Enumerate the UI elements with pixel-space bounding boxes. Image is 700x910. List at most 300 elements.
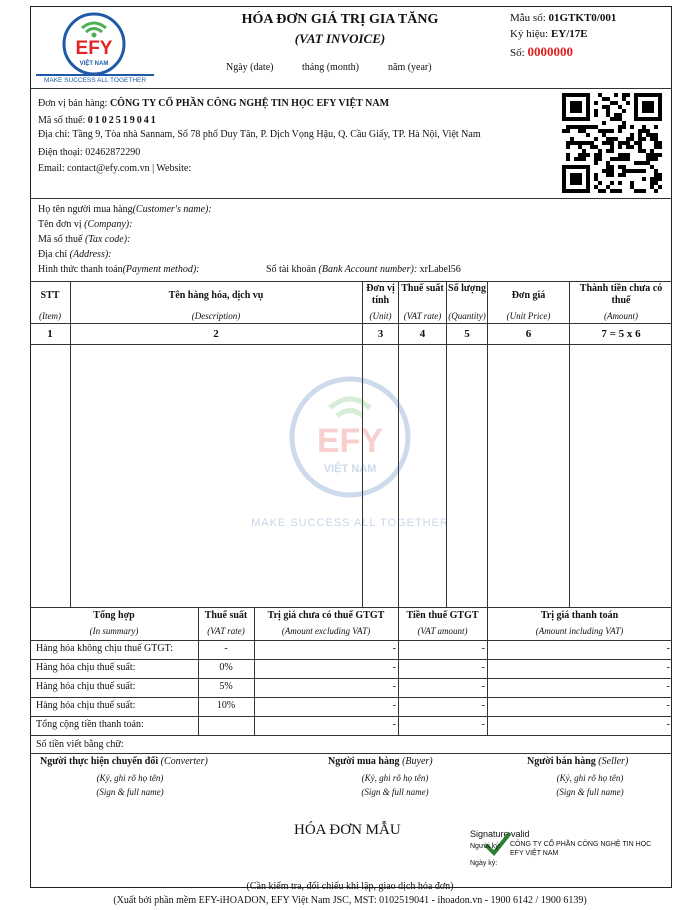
qr-module <box>638 189 642 193</box>
qr-module <box>610 101 614 105</box>
th-qty-en: (Quantity) <box>448 311 486 321</box>
qr-module <box>618 141 622 145</box>
qr-module <box>578 125 582 129</box>
col-num: 2 <box>213 328 219 340</box>
qr-module <box>606 113 610 117</box>
summary-row-line <box>30 697 672 698</box>
th-stt: STT <box>40 290 60 301</box>
qr-module <box>654 125 658 129</box>
qr-module <box>570 137 574 141</box>
qr-module <box>630 137 634 141</box>
watermark-tagline: MAKE SUCCESS ALL TOGETHER <box>251 517 449 529</box>
amount-in-words: Số tiền viết bằng chữ: <box>36 739 124 750</box>
qr-module <box>626 153 630 157</box>
qr-module <box>594 109 598 113</box>
sum-h4: Tiền thuế GTGT <box>406 610 479 621</box>
sum-row-total: - <box>666 681 670 692</box>
table-header-bottom <box>30 323 672 324</box>
qr-module <box>618 153 622 157</box>
th-amount: Thành tiền chưa có thuế <box>579 283 663 306</box>
qr-module <box>566 125 570 129</box>
summary-row-line <box>30 659 672 660</box>
qr-module <box>610 165 614 169</box>
qr-module <box>642 137 646 141</box>
sum-row-total: - <box>666 643 670 654</box>
sum-row-label: Hàng hóa chịu thuế suất: <box>36 662 136 673</box>
qr-module <box>658 173 662 177</box>
qr-module <box>630 145 634 149</box>
sum-row-vat: - <box>481 719 485 730</box>
seller-sign-note-en: (Sign & full name) <box>556 787 624 797</box>
qr-module <box>634 169 638 173</box>
converter-title <box>40 756 208 767</box>
form-number <box>510 12 616 24</box>
sum-row-amount: - <box>392 643 396 654</box>
qr-module <box>602 141 606 145</box>
qr-module <box>586 133 590 137</box>
qr-module <box>582 141 586 145</box>
qr-module <box>618 129 622 133</box>
company-logo <box>38 10 150 82</box>
serial-label: Ký hiệu: <box>510 28 549 40</box>
qr-module <box>622 157 626 161</box>
qr-module <box>638 145 642 149</box>
summary-row-line <box>30 678 672 679</box>
qr-module <box>638 169 642 173</box>
buyer-payment-label: Hình thức thanh toán <box>38 264 123 275</box>
summary-row-line <box>30 716 672 717</box>
qr-module <box>650 153 654 157</box>
serial <box>510 28 588 40</box>
qr-module <box>622 125 626 129</box>
serial-value: EY/17E <box>550 28 588 40</box>
qr-module <box>598 129 602 133</box>
sum-row-label: Hàng hóa chịu thuế suất: <box>36 700 136 711</box>
qr-module <box>582 153 586 157</box>
qr-module <box>626 145 630 149</box>
qr-module <box>562 129 566 133</box>
qr-module <box>638 137 642 141</box>
qr-module <box>622 93 626 97</box>
qr-code <box>562 93 662 193</box>
qr-module <box>614 117 618 121</box>
seller-name-label: Đơn vị bán hàng: <box>38 98 108 109</box>
buyer-company <box>38 219 132 230</box>
qr-module <box>610 129 614 133</box>
seller-name <box>38 98 389 109</box>
qr-module <box>622 97 626 101</box>
qr-module <box>650 177 654 181</box>
sum-row-total: - <box>666 662 670 673</box>
qr-module <box>582 125 586 129</box>
qr-module <box>654 145 658 149</box>
qr-module <box>626 169 630 173</box>
qr-module <box>602 169 606 173</box>
qr-module <box>638 149 642 153</box>
qr-module <box>590 141 594 145</box>
qr-module <box>566 145 570 149</box>
col-num: 3 <box>377 328 384 340</box>
qr-module <box>570 173 582 185</box>
qr-module <box>594 113 598 117</box>
buyer-account-label: Số tài khoản <box>266 264 316 275</box>
qr-module <box>618 145 622 149</box>
qr-module <box>630 185 634 189</box>
qr-module <box>578 157 582 161</box>
sum-row-label: Tổng cộng tiền thanh toán: <box>36 719 144 730</box>
col-num: 5 <box>464 328 470 340</box>
qr-module <box>658 141 662 145</box>
number-label: Số: <box>510 47 525 59</box>
buyer-account-en: (Bank Account number): <box>318 264 418 275</box>
buyer-address-label: Địa chỉ <box>38 249 68 260</box>
qr-module <box>582 149 586 153</box>
qr-module <box>570 141 574 145</box>
buyer-account <box>266 264 461 275</box>
qr-module <box>618 105 622 109</box>
converter-vi: Người thực hiện chuyển đổi <box>40 756 159 767</box>
qr-module <box>602 129 606 133</box>
qr-module <box>606 97 610 101</box>
th-desc-en: (Description) <box>191 311 241 321</box>
invoice-number <box>510 44 573 60</box>
qr-module <box>598 181 602 185</box>
th-unit: Đơn vị tính <box>366 283 395 306</box>
qr-module <box>646 161 650 165</box>
sample-invoice-label: HÓA ĐƠN MẪU <box>294 822 401 838</box>
form-label: Mẫu số: <box>510 12 546 24</box>
qr-module <box>658 145 662 149</box>
qr-module <box>578 145 582 149</box>
qr-module <box>610 181 614 185</box>
qr-module <box>566 141 570 145</box>
qr-module <box>642 161 646 165</box>
qr-module <box>598 149 602 153</box>
qr-module <box>570 101 582 113</box>
buyer-sign-en: (Buyer) <box>402 756 433 767</box>
col-num: 1 <box>47 328 53 340</box>
qr-module <box>638 161 642 165</box>
sum-row-rate: - <box>224 643 228 654</box>
qr-module <box>642 129 646 133</box>
watermark-sub: VIỆT NAM <box>323 463 377 475</box>
qr-module <box>602 105 606 109</box>
qr-module <box>590 125 594 129</box>
converter-sign-en: (Sign & full name) <box>96 787 164 797</box>
qr-module <box>614 101 618 105</box>
qr-module <box>614 113 618 117</box>
signed-by-value: CÔNG TY CỔ PHẦN CÔNG NGHỆ TIN HỌC EFY VIỆT NAM <box>510 841 652 857</box>
th-desc: Tên hàng hóa, dịch vụ <box>168 290 264 301</box>
seller-email: Email: contact@efy.com.vn | Website: <box>38 163 192 174</box>
table-bottom <box>30 607 672 608</box>
sum-row-rate: 10% <box>216 700 236 711</box>
qr-module <box>654 141 658 145</box>
seller-tax-label: Mã số thuế: <box>38 115 86 126</box>
qr-module <box>638 133 642 137</box>
qr-module <box>606 173 610 177</box>
qr-module <box>610 157 614 161</box>
sum-row-vat: - <box>481 681 485 692</box>
seller-address: Địa chỉ: Tầng 9, Tòa nhà Sannam, Số 78 phố Duy Tân, P. Dịch Vọng Hậu, Q. Cầu Giấy, TP. Hà Nội, Việt Nam <box>38 129 481 140</box>
qr-module <box>646 129 650 133</box>
qr-module <box>602 133 606 137</box>
qr-module <box>618 165 622 169</box>
date-day: Ngày (date) <box>226 62 274 73</box>
logo-tagline: MAKE SUCCESS ALL TOGETHER <box>36 74 154 84</box>
qr-module <box>638 129 642 133</box>
sum-row-amount: - <box>392 662 396 673</box>
qr-module <box>610 173 614 177</box>
date-year: năm (year) <box>388 62 432 73</box>
qr-module <box>630 169 634 173</box>
qr-module <box>618 125 622 129</box>
qr-module <box>598 157 602 161</box>
qr-module <box>606 165 610 169</box>
summary-bottom <box>30 753 672 754</box>
buyer-address-en: (Address): <box>69 249 112 260</box>
qr-module <box>622 109 626 113</box>
sum-h1: Tổng hợp <box>93 610 135 621</box>
th-rate-en: (VAT rate) <box>403 311 442 321</box>
qr-module <box>618 189 622 193</box>
th-unit-en: (Unit) <box>369 311 392 321</box>
qr-module <box>654 181 658 185</box>
qr-module <box>610 117 614 121</box>
sum-h3: Trị giá chưa có thuế GTGT <box>267 610 385 621</box>
sum-h2: Thuế suất <box>204 610 248 621</box>
qr-module <box>614 137 618 141</box>
qr-module <box>614 93 618 97</box>
qr-module <box>606 185 610 189</box>
seller-sign-title <box>527 756 628 767</box>
sum-h3-en: (Amount excluding VAT) <box>281 626 371 636</box>
th-amount-en: (Amount) <box>604 311 638 321</box>
qr-module <box>642 169 646 173</box>
qr-module <box>618 157 622 161</box>
footer-issued: (Xuất bởi phần mềm EFY-iHOADON, EFY Việt Nam JSC, MST: 0102519041 - ihoadon.vn - 1900 6142 / 1900 6139) <box>113 895 587 906</box>
buyer-name <box>38 204 212 215</box>
buyer-tax-en: (Tax code): <box>84 234 131 245</box>
qr-module <box>602 121 606 125</box>
qr-module <box>606 149 610 153</box>
converter-sign-vi: (Ký, ghi rõ họ tên) <box>96 773 164 783</box>
qr-module <box>654 133 658 137</box>
qr-module <box>646 153 650 157</box>
qr-module <box>650 149 654 153</box>
qr-module <box>642 125 646 129</box>
sum-h1-en: (In summary) <box>89 626 139 636</box>
qr-module <box>574 141 578 145</box>
sum-row-amount: - <box>392 700 396 711</box>
invoice-subtitle: (VAT INVOICE) <box>294 31 386 46</box>
qr-module <box>606 109 610 113</box>
sum-row-vat: - <box>481 700 485 711</box>
qr-module <box>626 137 630 141</box>
divider <box>30 88 672 89</box>
qr-module <box>594 137 598 141</box>
qr-module <box>650 165 654 169</box>
qr-module <box>626 141 630 145</box>
qr-module <box>658 185 662 189</box>
buyer-sign-title <box>328 756 433 767</box>
qr-module <box>634 161 638 165</box>
qr-module <box>582 157 586 161</box>
qr-module <box>622 121 626 125</box>
qr-module <box>578 153 582 157</box>
qr-module <box>570 125 574 129</box>
qr-module <box>622 165 626 169</box>
qr-module <box>642 101 654 113</box>
th-price-en: (Unit Price) <box>506 311 551 321</box>
buyer-payment <box>38 264 200 275</box>
seller-sign-note-vi: (Ký, ghi rõ họ tên) <box>556 773 624 783</box>
logo-sub: VIỆT NAM <box>79 61 109 67</box>
qr-module <box>594 157 598 161</box>
th-rate: Thuế suất <box>401 283 444 294</box>
qr-module <box>610 137 614 141</box>
qr-module <box>654 169 658 173</box>
logo-text: EFY <box>75 38 113 59</box>
qr-module <box>626 101 630 105</box>
sum-row-amount: - <box>392 719 396 730</box>
qr-module <box>654 177 658 181</box>
qr-module <box>622 141 626 145</box>
sum-row-vat: - <box>481 662 485 673</box>
table-top <box>30 281 672 282</box>
sum-row-amount: - <box>392 681 396 692</box>
qr-module <box>594 161 598 165</box>
signature-valid-label: Signature valid <box>470 829 530 839</box>
qr-module <box>618 117 622 121</box>
qr-module <box>606 105 610 109</box>
qr-module <box>590 145 594 149</box>
qr-module <box>606 141 610 145</box>
qr-module <box>614 157 618 161</box>
converter-en: (Converter) <box>160 756 208 767</box>
qr-module <box>650 157 654 161</box>
qr-module <box>614 189 618 193</box>
qr-module <box>594 101 598 105</box>
logo-graphic <box>38 10 150 82</box>
qr-module <box>650 137 654 141</box>
qr-module <box>654 137 658 141</box>
qr-module <box>650 133 654 137</box>
buyer-name-label: Họ tên người mua hàng <box>38 204 133 215</box>
col-num: 6 <box>525 328 532 340</box>
qr-module <box>630 125 634 129</box>
seller-phone: Điện thoại: 02462872290 <box>38 147 141 158</box>
qr-module <box>634 189 638 193</box>
footer-note: (Cần kiểm tra, đối chiếu khi lập, giao dịch hóa đơn) <box>246 881 454 892</box>
qr-module <box>622 169 626 173</box>
qr-module <box>610 189 614 193</box>
sum-row-label: Hàng hóa chịu thuế suất: <box>36 681 136 692</box>
qr-module <box>646 133 650 137</box>
qr-module <box>586 141 590 145</box>
qr-module <box>610 149 614 153</box>
seller-sign-en: (Seller) <box>598 756 629 767</box>
form-value: 01GTKT0/001 <box>548 12 617 24</box>
sum-row-total: - <box>666 700 670 711</box>
qr-module <box>574 157 578 161</box>
qr-module <box>582 129 586 133</box>
invoice-title: HÓA ĐƠN GIÁ TRỊ GIA TĂNG <box>241 12 439 27</box>
qr-module <box>574 125 578 129</box>
qr-module <box>642 177 646 181</box>
buyer-name-en: (Customer's name): <box>132 204 212 215</box>
qr-module <box>598 93 602 97</box>
seller-name-value: CÔNG TY CỔ PHẦN CÔNG NGHỆ TIN HỌC EFY VIỆT NAM <box>109 98 390 109</box>
qr-module <box>626 93 630 97</box>
buyer-sign-note-en: (Sign & full name) <box>361 787 429 797</box>
qr-module <box>566 153 570 157</box>
qr-module <box>650 181 654 185</box>
th-stt-en: (Item) <box>39 311 61 321</box>
qr-module <box>606 169 610 173</box>
qr-module <box>650 185 654 189</box>
qr-module <box>594 185 598 189</box>
qr-module <box>602 97 606 101</box>
watermark-graphic <box>285 372 415 502</box>
buyer-sign-vi: Người mua hàng <box>328 756 400 767</box>
qr-module <box>586 153 590 157</box>
buyer-tax-label: Mã số thuế <box>38 234 83 245</box>
buyer-company-label: Tên đơn vị <box>38 219 82 230</box>
summary-header-bottom <box>30 640 672 641</box>
qr-module <box>622 153 626 157</box>
buyer-company-en: (Company): <box>84 219 133 230</box>
qr-module <box>658 153 662 157</box>
buyer-sign-note-vi: (Ký, ghi rõ họ tên) <box>361 773 429 783</box>
qr-module <box>610 169 614 173</box>
qr-module <box>642 189 646 193</box>
qr-module <box>606 137 610 141</box>
qr-module <box>594 177 598 181</box>
seller-tax <box>38 115 158 126</box>
qr-module <box>578 129 582 133</box>
buyer-address <box>38 249 112 260</box>
sum-h2-en: (VAT rate) <box>207 626 245 636</box>
sign-date-label: Ngày ký: <box>470 860 498 867</box>
qr-module <box>618 113 622 117</box>
signed-by-label: Người ký: <box>470 843 501 850</box>
number-value: 0000000 <box>527 44 573 59</box>
col-num: 4 <box>419 328 426 340</box>
sum-row-total: - <box>666 719 670 730</box>
divider <box>30 198 672 199</box>
qr-module <box>654 189 658 193</box>
watermark-logo <box>285 372 415 502</box>
buyer-account-value: xrLabel56 <box>419 264 461 275</box>
qr-module <box>642 149 646 153</box>
sum-h5: Trị giá thanh toán <box>540 610 619 621</box>
sum-row-rate: 5% <box>219 681 233 692</box>
qr-module <box>626 157 630 161</box>
qr-module <box>630 181 634 185</box>
qr-module <box>654 173 658 177</box>
qr-module <box>566 157 570 161</box>
qr-code-graphic <box>562 93 662 193</box>
qr-module <box>654 157 658 161</box>
qr-module <box>610 141 614 145</box>
qr-module <box>586 125 590 129</box>
qr-module <box>618 181 622 185</box>
sum-row-vat: - <box>481 643 485 654</box>
sum-h4-en: (VAT amount) <box>417 626 468 636</box>
qr-module <box>622 173 626 177</box>
watermark-text: EFY <box>316 422 384 460</box>
